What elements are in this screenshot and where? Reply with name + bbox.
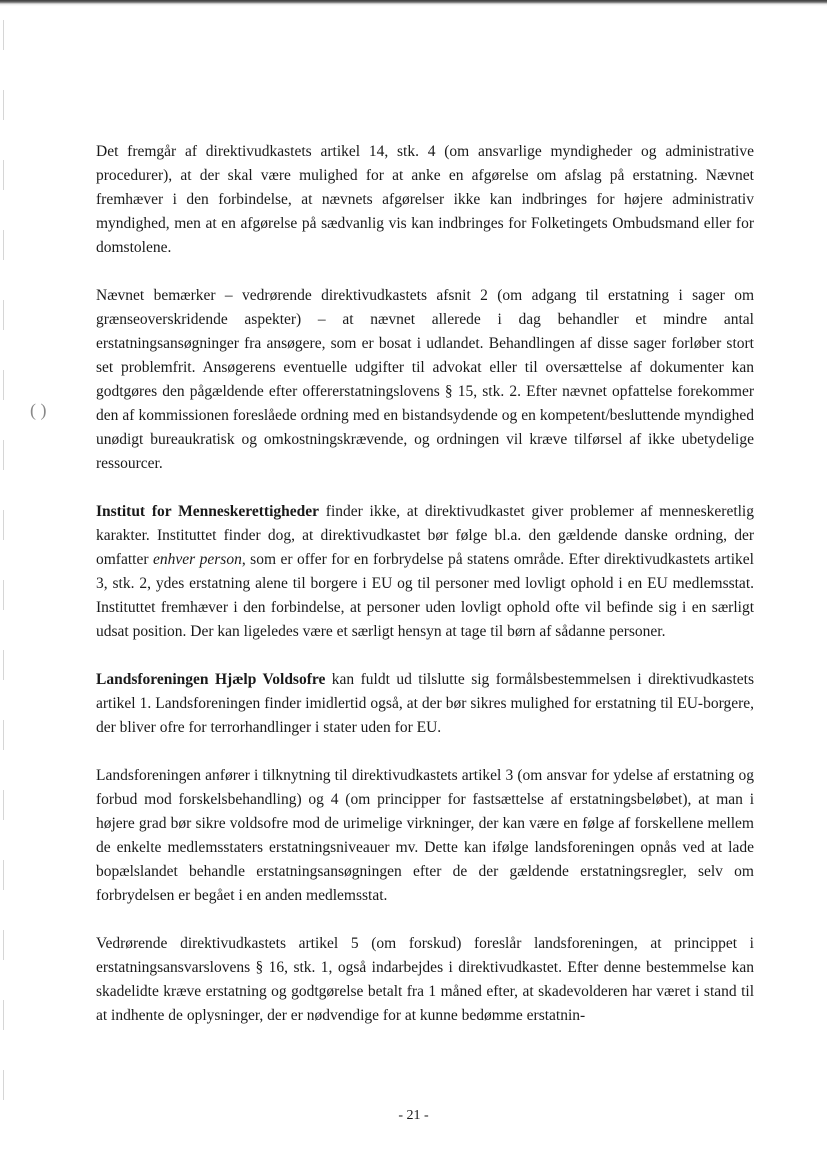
paragraph-victims-association bbox=[96, 668, 754, 740]
scan-left-edge bbox=[3, 20, 4, 1140]
document-body bbox=[96, 140, 754, 1052]
page-number: - 21 - bbox=[398, 1108, 429, 1123]
paragraph-cross-border: Nævnet bemærker – vedrørende direktivudkastets afsnit 2 (om adgang til erstatning i sager om grænseoverskridende aspekter) – at nævnet allerede i dag behandler et mindre antal erstatningsansøgninger fra ansøgere, som er bosat i udlandet. Behandlingen af disse sager forløber stort set problemfrit. Ansøgerens eventuelle udgifter til advokat eller til oversættelse af dokumenter kan godtgøres den pågældende efter offererstatningslovens § 15, stk. 2. Efter nævnet opfattelse forekommer den af kommissionen foreslåede ordning med en bistandsydende og en kompetent/besluttende myndighed unødigt bureaukratisk og omkostningskrævende, og ordningen vil kræve tilførsel af ikke ubetydelige ressourcer. bbox=[96, 287, 754, 472]
paragraph-article-5: Vedrørende direktivudkastets artikel 5 (om forskud) foreslår landsforeningen, at princippet i erstatningsansvarslovens § 16, stk. 1, også indarbejdes i direktivudkastet. Efter denne bestemmelse kan skadelidte kræve erstatning og godtgørelse betalt fra 1 måned efter, at skadevolderen har været i stand til at indhente de oplysninger, der er nødvendige for at kunne bedømme erstatnin- bbox=[96, 935, 754, 1024]
org-name-human-rights: Institut for Menneskerettigheder bbox=[96, 503, 320, 520]
scan-top-edge bbox=[0, 0, 827, 6]
paragraph-human-rights bbox=[96, 500, 754, 644]
margin-mark-icon: ( ) bbox=[30, 400, 47, 420]
paragraph-appeal: Det fremgår af direktivudkastets artikel 14, stk. 4 (om ansvarlige myndigheder og administrative procedurer), at der skal være mulighed for at anke en afgørelse om afslag på erstatning. Nævnet fremhæver i den forbindelse, at nævnets afgørelser ikke kan indbringes for højere administrativ myndighed, men at en afgørelse på sædvanlig vis kan indbringes for Folketingets Ombudsmand eller for domstolene. bbox=[96, 143, 754, 256]
paragraph-text: kan fuldt ud tilslutte sig formålsbestemmelsen i direktivudkastets artikel 1. Landsforeningen finder imidlertid også, at der bør sikres mulighed for erstatning til EU-borgere, der bliver ofre for terrorhandlinger i stater uden for EU. bbox=[96, 671, 754, 736]
emphasis-text: enhver person bbox=[152, 551, 242, 568]
org-name-victims-association: Landsforeningen Hjælp Voldsofre bbox=[96, 671, 326, 688]
paragraph-article-3-4: Landsforeningen anfører i tilknytning til direktivudkastets artikel 3 (om ansvar for ydelse af erstatning og forbud mod forskelsbehandling) og 4 (om principper for fastsættelse af erstatningsbeløbet), at man i højere grad bør sikre voldsofre mod de urimelige virkninger, der kan være en følge af forskellene mellem de enkelte medlemsstaters erstatningsniveauer mv. Dette kan ifølge landsforeningen opnås ved at lade bopælslandet behandle erstatningsansøgningen efter de der gældende erstatningsregler, selv om forbrydelsen er begået i en anden medlemsstat. bbox=[96, 767, 754, 904]
paragraph-text: , som er offer for en forbrydelse på statens område. Efter direktivudkastets artikel 3, stk. 2, ydes erstatning alene til borgere i EU og til personer med lovligt ophold i en EU medlemsstat. Instituttet fremhæver i den forbindelse, at personer uden lovligt ophold ofte vil befinde sig i en særligt udsat position. Der kan ligeledes være et særligt hensyn at tage til børn af sådanne personer. bbox=[96, 551, 754, 640]
paragraph-text: finder ikke, at direktivudkastet giver problemer af menneskeretlig karakter. Instituttet finder dog, at direktivudkastet bør følge bl.a. den gældende danske ordning, der omfatter bbox=[96, 503, 754, 568]
